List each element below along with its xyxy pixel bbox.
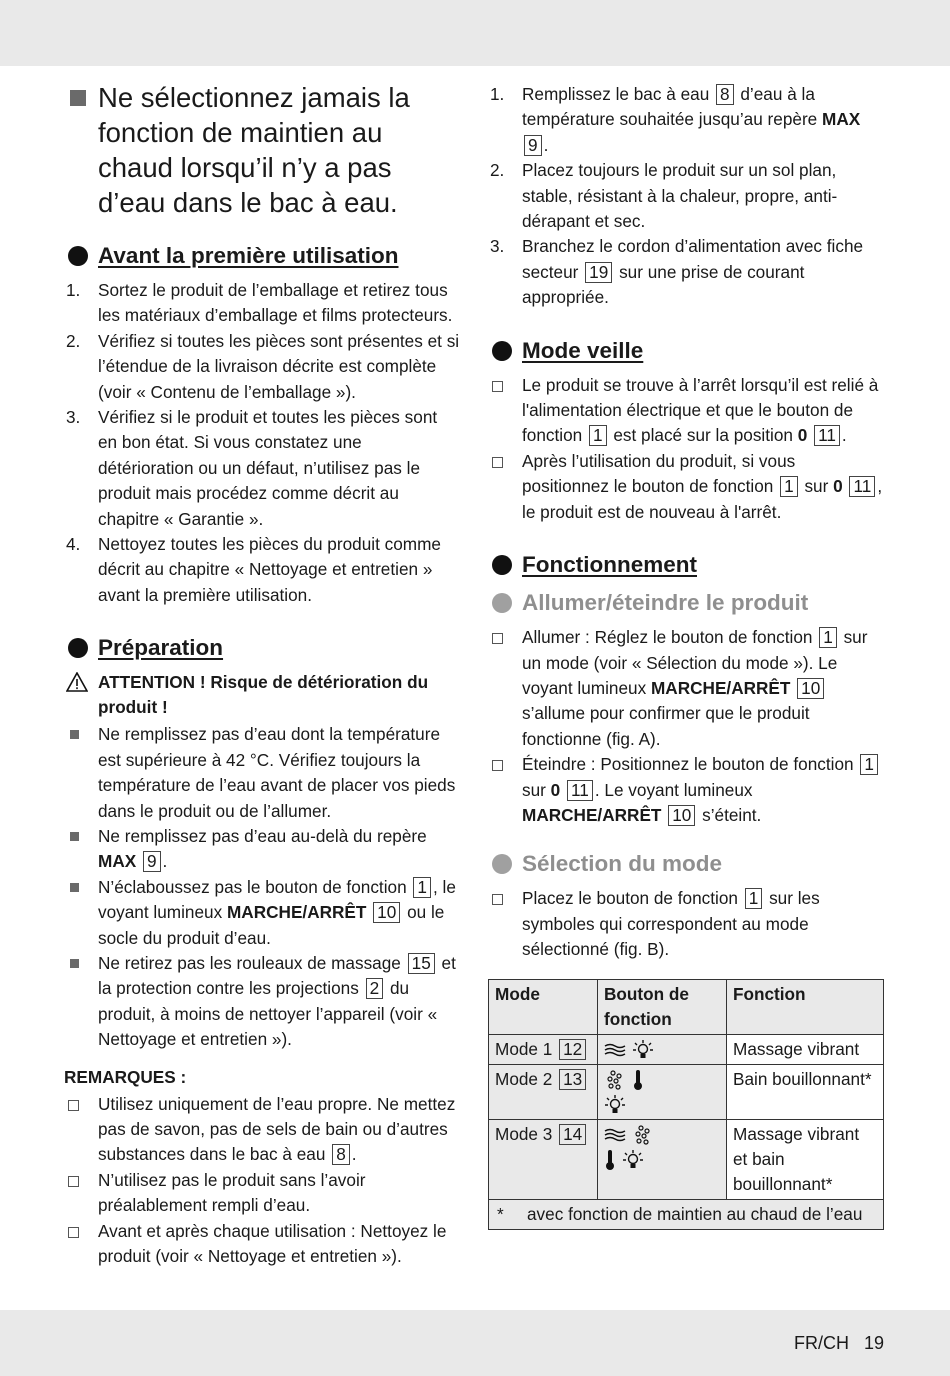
warning-note: Ne sélectionnez jamais la fonction de maintien au chaud lorsqu’il n’y a pas d’eau dans le bac à eau. [64,80,460,220]
square-bullet-icon [70,90,86,106]
header-band [0,0,950,66]
bullet-dot-icon [68,246,88,266]
list-item: 3. Vérifiez si le produit et toutes les pièces sont en bon état. Si vous constatez une détérioration ou un défaut, n’utilisez pas le produit mais procédez comme décrit au chapitre « Garantie ». [66,407,438,529]
part-number: 10 [797,678,824,699]
part-number: 8 [716,84,734,105]
list-item: 3. Branchez le cordon d’alimentation avec fiche secteur 19 sur une prise de courant appropriée. [490,236,864,308]
page-number: 19 [863,1333,884,1353]
bubbles-icon [604,1069,626,1091]
light-icon [604,1094,626,1116]
table-header: Mode [489,979,598,1034]
part-number: 12 [559,1039,586,1060]
right-column [488,82,884,1230]
part-number: 11 [849,476,875,497]
list-item: Ne retirez pas les rouleaux de massage 15 et la protection contre les projections 2 du produit, à moins de nettoyer l’appareil (voir « Nettoyage et entretien »). [64,951,460,1053]
vibration-icon [604,1042,626,1058]
part-number: 9 [524,135,542,156]
list-item: Le produit se trouve à l’arrêt lorsqu’il est relié à l'alimentation électrique et que le bouton de fonction 1 est placé sur la position 0 11 . [488,373,884,449]
part-number: 1 [780,476,798,497]
table-header: Fonction [727,979,884,1034]
part-number: 1 [745,888,763,909]
part-number: 2 [366,978,384,999]
list-item: 4. Nettoyez toutes les pièces du produit comme décrit au chapitre « Nettoyage et entretien » avant la première utilisation. [66,534,441,605]
part-number: 1 [413,877,431,898]
list-item: Placez le bouton de fonction 1 sur les symboles qui correspondent au mode sélectionné (fig. B). [488,886,884,962]
section-title-operation: Fonctionnement [488,551,884,579]
bullet-dot-icon [492,555,512,575]
part-number: 9 [143,851,161,872]
list-item: N’utilisez pas le produit sans l’avoir préalablement rempli d’eau. [64,1168,460,1219]
section-title-preparation: Préparation [64,634,460,662]
list-item: 2. Placez toujours le produit sur un sol plan, stable, résistant à la chaleur, propre, anti-dérapant et sec. [490,160,838,232]
attention-heading: ATTENTION ! Risque de détérioration du produit ! [64,670,460,720]
list-item: N’éclaboussez pas le bouton de fonction 1 , le voyant lumineux MARCHE/ARRÊT 10 ou le socle du produit d’eau. [64,875,460,951]
list-item: 1. Remplissez le bac à eau 8 d’eau à la température souhaitée jusqu’au repère MAX 9 . [490,84,861,155]
table-row: Mode 3 14 Massage vibrant et bain bouillonnant* [489,1119,884,1199]
subsection-title-onoff: Allumer/éteindre le produit [488,589,884,617]
part-number: 11 [814,425,840,446]
part-number: 14 [559,1124,586,1145]
footer-locale: FR/CH [793,1333,849,1353]
bullet-dot-icon [68,638,88,658]
mode-table [488,979,884,1230]
section-title-standby: Mode veille [488,337,884,365]
part-number: 1 [860,754,878,775]
part-number: 11 [567,780,593,801]
subsection-title-mode-selection: Sélection du mode [488,850,884,878]
section-title-before-use: Avant la première utilisation [64,242,460,270]
thermometer-icon [632,1069,644,1091]
bullet-dot-icon [492,341,512,361]
part-number: 1 [819,627,837,648]
part-number: 1 [589,425,607,446]
list-item: Utilisez uniquement de l’eau propre. Ne mettez pas de savon, pas de sels de bain ou d’autres substances dans le bac à eau 8 . [64,1092,460,1168]
bubbles-icon [632,1124,654,1146]
list-item: Ne remplissez pas d’eau au-delà du repère MAX 9 . [64,824,460,875]
list-item: Allumer : Réglez le bouton de fonction 1 sur un mode (voir « Sélection du mode »). Le voyant lumineux MARCHE/ARRÊT 10 s’allume pour confirmer que le produit fonctionne (fig. A). [488,625,884,752]
list-item: 1. Sortez le produit de l’emballage et retirez tous les matériaux d’emballage et films protecteurs. [66,280,453,326]
part-number: 13 [559,1069,586,1090]
warning-triangle-icon [66,672,88,692]
thermometer-icon [604,1149,616,1171]
remarks-heading: REMARQUES : [64,1066,187,1087]
bullet-dot-icon [492,593,512,613]
vibration-icon [604,1127,626,1143]
part-number: 8 [332,1144,350,1165]
part-number: 19 [585,262,612,283]
bullet-dot-icon [492,854,512,874]
list-item: 2. Vérifiez si toutes les pièces sont présentes et si l’étendue de la livraison décrite est complète (voir « Contenu de l’emballage »). [66,330,460,402]
left-column [64,80,460,1269]
table-footnote-row: * avec fonction de maintien au chaud de l’eau [489,1199,884,1229]
part-number: 10 [668,805,695,826]
list-item: Ne remplissez pas d’eau dont la température est supérieure à 42 °C. Vérifiez toujours la température de l’eau avant de placer vos pieds dans le produit ou de l’allumer. [64,722,460,824]
list-item: Avant et après chaque utilisation : Nettoyez le produit (voir « Nettoyage et entretien »). [64,1219,460,1270]
table-header-row [489,979,884,1034]
list-item: Après l’utilisation du produit, si vous positionnez le bouton de fonction 1 sur 0 11 , le produit est de nouveau à l'arrêt. [488,449,884,525]
list-item: Éteindre : Positionnez le bouton de fonction 1 sur 0 11 . Le voyant lumineux MARCHE/ARRÊT 10 s’éteint. [488,752,884,828]
table-row: Mode 1 12 Massage vibrant [489,1034,884,1064]
part-number: 15 [408,953,435,974]
light-icon [632,1039,654,1061]
part-number: 10 [373,902,400,923]
light-icon [622,1149,644,1171]
page-footer [794,1333,884,1354]
table-header: Bouton de fonction [598,979,727,1034]
table-row: Mode 2 13 Bain bouillonnant* [489,1064,884,1119]
